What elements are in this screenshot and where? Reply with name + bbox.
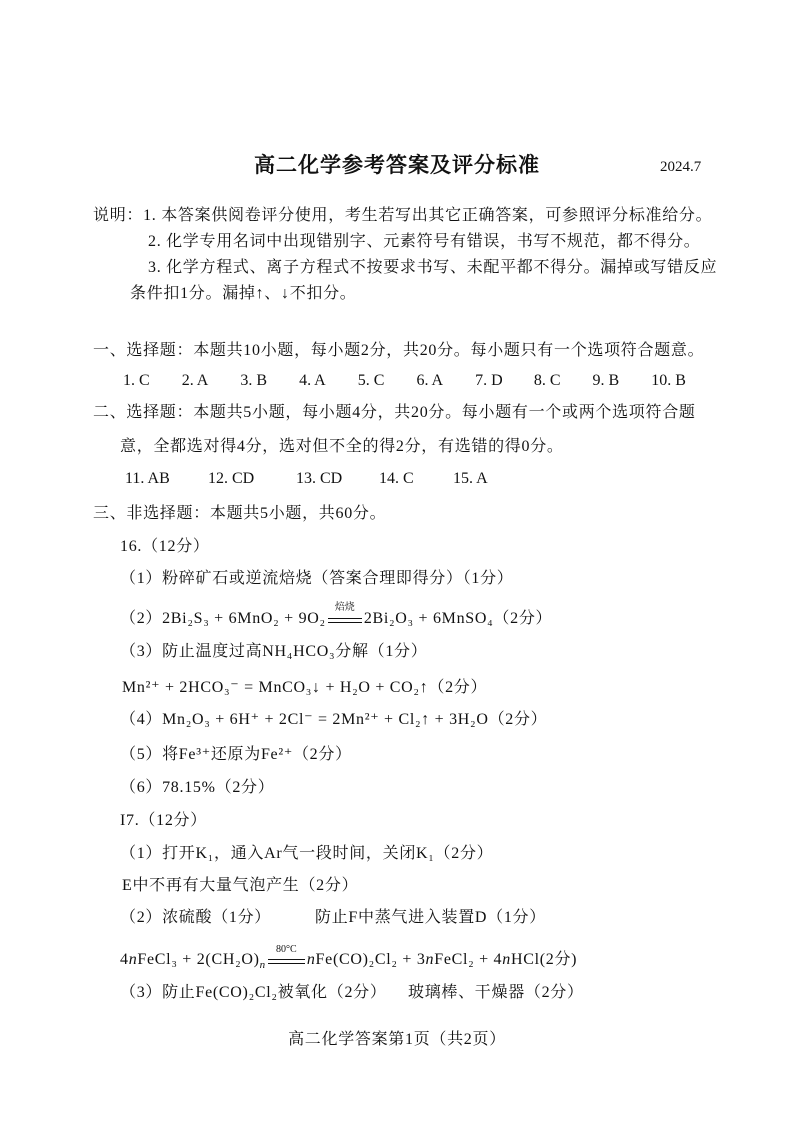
question-17-part-3-a: （3）防止Fe(CO)₂Cl₂被氧化（2分） <box>120 984 387 1001</box>
equation-term: n <box>502 951 511 968</box>
section1-answers <box>123 371 710 391</box>
section2-heading-continued: 意，全都选对得4分，选对但不全的得2分，有选错的得0分。 <box>120 438 564 455</box>
answer-item: 14. C <box>379 470 414 487</box>
answer-item: 2. A <box>181 372 209 389</box>
answer-item: 1. C <box>123 372 150 389</box>
answer-item: 4. A <box>299 372 326 389</box>
note-item-3-continuation: 条件扣1分。漏掉↑、↓不扣分。 <box>130 285 357 302</box>
question-16-part-3-equation: Mn²⁺ + 2HCO₃⁻ = MnCO₃↓ + H₂O + CO₂↑（2分） <box>122 679 488 696</box>
question-17-part-2-equation <box>120 944 578 971</box>
answer-item: 9. B <box>592 372 620 389</box>
page-footer: 高二化学答案第1页（共2页） <box>288 1031 506 1048</box>
equation-term: FeCl₃ + 2(CH₂O) <box>137 951 260 968</box>
reaction-condition-arrow <box>328 602 362 629</box>
question-16-part-4: （4）Mn₂O₃ + 6H⁺ + 2Cl⁻ = 2Mn²⁺ + Cl₂↑ + 3H₂O（2分） <box>120 711 548 728</box>
reaction-condition: 80°C <box>276 944 297 955</box>
answer-item: 3. B <box>240 372 268 389</box>
answer-item: 11. AB <box>125 470 170 487</box>
note-number: 1. <box>143 207 162 224</box>
note-text: 本答案供阅卷评分使用，考生若写出其它正确答案，可参照评分标准给分。 <box>161 207 713 224</box>
answer-item: 12. CD <box>208 470 255 487</box>
answer-item: 7. D <box>475 372 503 389</box>
document-title: 高二化学参考答案及评分标准 <box>254 153 540 177</box>
note-text: 化学方程式、离子方程式不按要求书写、未配平都不得分。漏掉或写错反应 <box>166 259 718 276</box>
question-16-header: 16.（12分） <box>120 538 210 555</box>
note-text: 化学专用名词中出现错别字、元素符号有错误，书写不规范，都不得分。 <box>166 233 701 250</box>
question-17-part-2-b: 防止F中蒸气进入装置D（1分） <box>315 909 546 926</box>
equation-term: n <box>128 951 138 968</box>
question-16-part-1: （1）粉碎矿石或逆流焙烧（答案合理即得分）（1分） <box>120 570 514 587</box>
section2-answers <box>125 469 513 489</box>
equation-term: n <box>425 951 435 968</box>
reaction-condition-arrow <box>268 944 305 970</box>
question-17-part-2-a: （2）浓硫酸（1分） <box>120 909 272 926</box>
answer-item: 10. B <box>651 372 686 389</box>
question-16-part-6: （6）78.15%（2分） <box>120 779 275 796</box>
question-17-part-1: （1）打开K₁，通入Ar气一段时间，关闭K₁（2分） <box>120 845 494 862</box>
answer-item: 6. A <box>416 372 444 389</box>
section1-heading: 一、选择题：本题共10小题，每小题2分，共20分。每小题只有一个选项符合题意。 <box>93 342 705 359</box>
question-17-part-1-b: E中不再有大量气泡产生（2分） <box>122 877 359 894</box>
note-item-3 <box>148 258 717 278</box>
note-number: 2. <box>148 233 167 250</box>
section2-heading: 二、选择题：本题共5小题，每小题4分，共20分。每小题有一个或两个选项符合题 <box>93 404 696 421</box>
answer-item: 5. C <box>357 372 385 389</box>
note-item-1 <box>93 206 712 226</box>
question-17-header: I7.（12分） <box>120 812 207 829</box>
equation-term: HCl(2分) <box>510 951 578 968</box>
answer-item: 15. A <box>453 470 488 487</box>
document-date: 2024.7 <box>660 159 702 175</box>
question-16-part-5: （5）将Fe³⁺还原为Fe²⁺（2分） <box>120 746 352 763</box>
question-16-part-3: （3）防止温度过高NH₄HCO₃分解（1分） <box>120 643 428 660</box>
equation-rhs: 2Bi₂O₃ + 6MnSO₄（2分） <box>363 610 553 627</box>
section3-heading: 三、非选择题：本题共5小题，共60分。 <box>93 505 387 522</box>
answer-item: 13. CD <box>296 470 343 487</box>
answer-item: 8. C <box>533 372 561 389</box>
double-line-sign <box>268 959 305 964</box>
note-number: 3. <box>148 259 167 276</box>
equation-lhs: （2）2Bi₂S₃ + 6MnO₂ + 9O₂ <box>120 610 326 627</box>
question-16-part-2 <box>120 602 553 629</box>
equation-term: Fe(CO)₂Cl₂ + 3 <box>315 951 426 968</box>
equation-term: 4 <box>120 951 129 968</box>
equation-term: n <box>259 959 266 971</box>
equation-term: FeCl₂ + 4 <box>434 951 503 968</box>
reaction-condition: 焙烧 <box>334 602 355 613</box>
note-item-2 <box>148 232 701 252</box>
double-line-sign <box>328 618 362 623</box>
notes-label: 说明： <box>93 207 144 224</box>
equation-term: n <box>306 951 316 968</box>
question-17-part-3-b: 玻璃棒、干燥器（2分） <box>408 984 584 1001</box>
